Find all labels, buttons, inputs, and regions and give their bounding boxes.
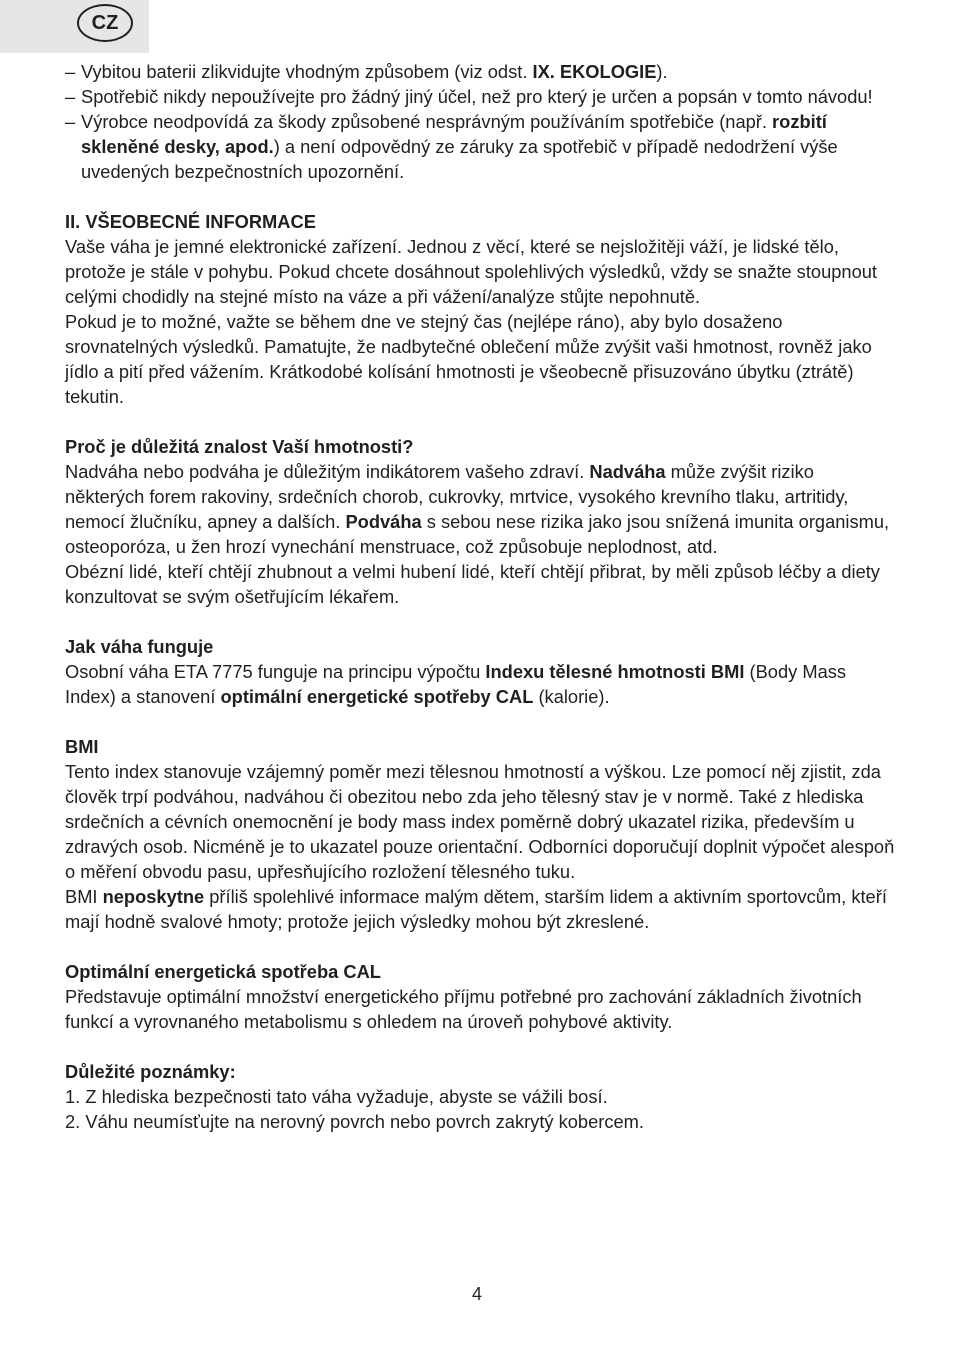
section-heading-cal: Optimální energetická spotřeba CAL xyxy=(65,961,381,982)
page-content xyxy=(65,59,895,1134)
dash-bullet: – xyxy=(65,111,76,132)
language-tab xyxy=(0,0,149,53)
section-heading-bmi: BMI xyxy=(65,736,99,757)
section-heading-general: II. VŠEOBECNÉ INFORMACE xyxy=(65,211,316,232)
warning-list xyxy=(65,59,895,184)
warning-item: – Spotřebič nikdy nepoužívejte pro žádný jiný účel, než pro který je určen a popsán v tomto návodu! xyxy=(65,86,873,107)
section-heading-weight-importance: Proč je důležitá znalost Vaší hmotnosti? xyxy=(65,436,414,457)
paragraph: Pokud je to možné, važte se během dne ve stejný čas (nejlépe ráno), aby bylo dosaženo srovnatelných výsledků. Pamatujte, že nadbytečné oblečení může zvýšit vaši hmotnost, rovněž jako jídlo a pití před vážením. Krátkodobé kolísání hmotnosti je všeobecně přisuzováno úbytku (ztrátě) tekutin. xyxy=(65,311,872,407)
section-heading-how-it-works: Jak váha funguje xyxy=(65,636,214,657)
warning-item: – Vybitou baterii zlikvidujte vhodným způsobem (viz odst. IX. EKOLOGIE). xyxy=(65,61,668,82)
language-badge: CZ xyxy=(77,4,133,42)
paragraph: BMI neposkytne příliš spolehlivé informace malým dětem, starším lidem a aktivním sportovcům, kteří mají hodně svalové hmoty; protože jejich výsledky mohou být zkreslené. xyxy=(65,886,887,932)
paragraph: Vaše váha je jemné elektronické zařízení. Jednou z věcí, které se nejsložitěji váží, je lidské tělo, protože je stále v pohybu. Pokud chcete dosáhnout spolehlivých výsledků, vždy se snažte stoupnout celými chodidly na stejné místo na váze a při vážení/analýze stůjte nepohnutě. xyxy=(65,236,877,307)
paragraph: Obézní lidé, kteří chtějí zhubnout a velmi hubení lidé, kteří chtějí přibrat, by měli způsob léčby a diety konzultovat se svým ošetřujícím lékařem. xyxy=(65,561,880,607)
list-item: 2. Váhu neumísťujte na nerovný povrch nebo povrch zakrytý kobercem. xyxy=(65,1111,644,1132)
paragraph: Nadváha nebo podváha je důležitým indikátorem vašeho zdraví. Nadváha může zvýšit riziko některých forem rakoviny, srdečních chorob, cukrovky, mrtvice, vysokého krevního tlaku, artritidy, nemocí žlučníku, apney a dalších. Podváha s sebou nese rizika jako jsou snížená imunita organismu, osteoporóza, u žen hrozí vynechání menstruace, což způsobuje neplodnost, atd. xyxy=(65,461,890,557)
paragraph: Tento index stanovuje vzájemný poměr mezi tělesnou hmotností a výškou. Lze pomocí něj zjistit, zda člověk trpí podváhou, nadváhou či obezitou nebo zda jeho tělesný stav je v normě. Také z hlediska srdečních a cévních onemocnění je body mass index poměrně dobrý ukazatel rizika, především u zdravých osob. Nicméně je to ukazatel pouze orientační. Odborníci doporučují doplnit výpočet alespoň o měření obvodu pasu, upřesňujícího rozložení tělesného tuku. xyxy=(65,761,895,882)
list-item: 1. Z hlediska bezpečnosti tato váha vyžaduje, abyste se vážili bosí. xyxy=(65,1086,608,1107)
dash-bullet: – xyxy=(65,61,76,82)
section-heading-notes: Důležité poznámky: xyxy=(65,1061,236,1082)
page-number: 4 xyxy=(471,1284,482,1304)
paragraph: Představuje optimální množství energetického příjmu potřebné pro zachování základních životních funkcí a vyrovnaného metabolismu s ohledem na úroveň pohybové aktivity. xyxy=(65,986,862,1032)
paragraph: Osobní váha ETA 7775 funguje na principu výpočtu Indexu tělesné hmotnosti BMI (Body Mass Index) a stanovení optimální energetické spotřeby CAL (kalorie). xyxy=(65,661,847,707)
dash-bullet: – xyxy=(65,86,76,107)
warning-item: – Výrobce neodpovídá za škody způsobené nesprávným používáním spotřebiče (např. rozbití skleněné desky, apod.) a není odpovědný ze záruky za spotřebič v případě nedodržení výše uvedených bezpečnostních upozornění. xyxy=(65,111,838,182)
